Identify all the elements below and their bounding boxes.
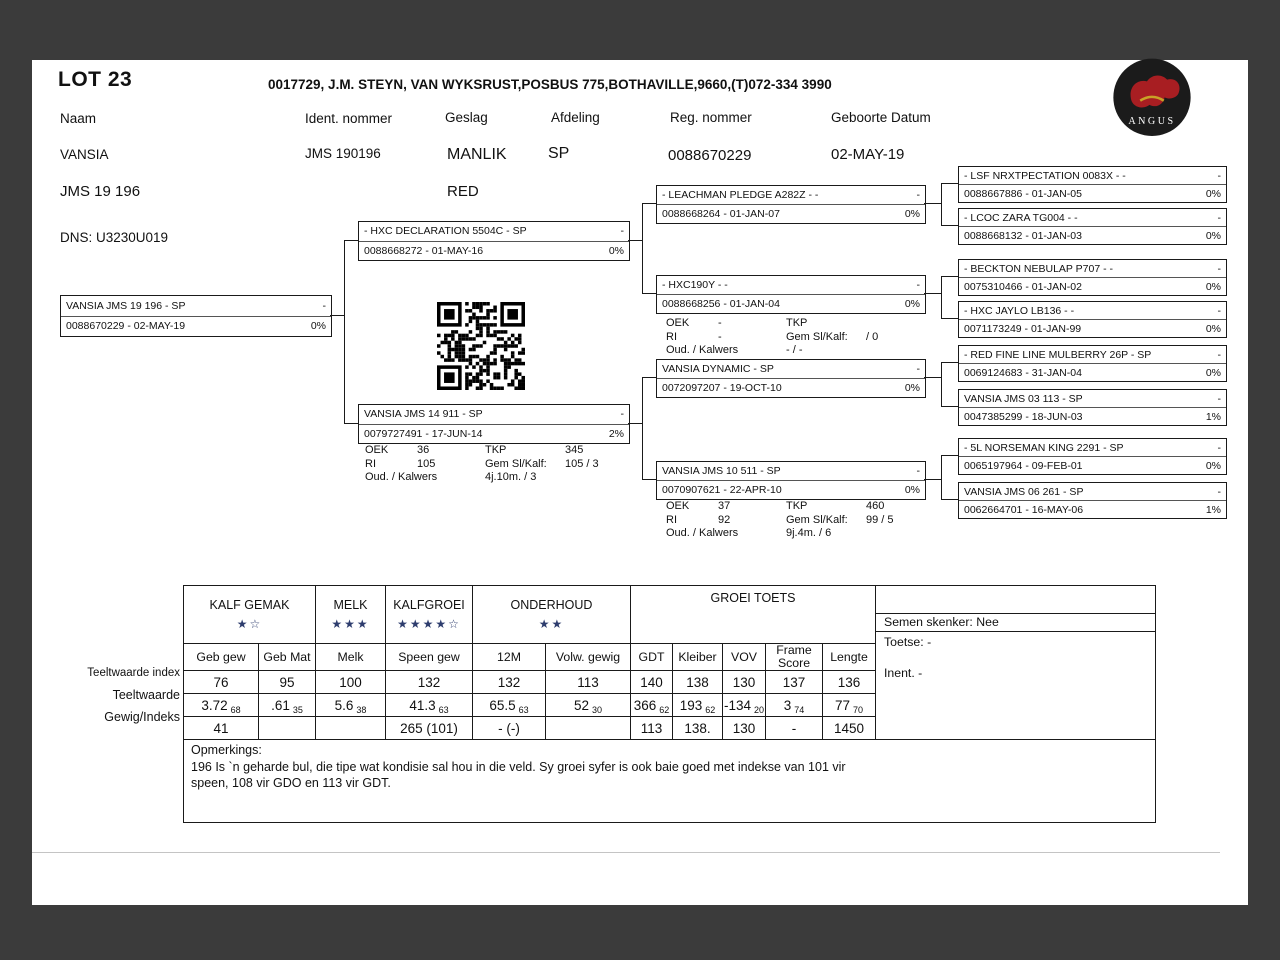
trait-group-kalf-gemak	[184, 586, 316, 644]
stat-value: 37	[718, 500, 731, 512]
row-label-teeltwaarde-index: Teeltwaarde index	[87, 667, 180, 679]
ebv-accuracy: 62	[659, 704, 670, 715]
ebv-value: 52	[573, 697, 589, 713]
connector-line	[628, 423, 642, 424]
animal-name: - HXC JAYLO LB136 - -	[964, 304, 1075, 317]
pedigree-box-ggp-3	[958, 259, 1227, 296]
cell-weight: 113	[631, 717, 673, 740]
cell-ebv	[766, 694, 823, 717]
inbreeding-dash: -	[322, 299, 326, 312]
ebv-value: 65.5	[489, 697, 516, 713]
stat-value: 92	[718, 513, 731, 526]
connector-line	[941, 455, 958, 456]
angus-logo-image	[1108, 57, 1196, 141]
col-header: Melk	[316, 644, 386, 671]
connector-line	[941, 183, 958, 184]
pedigree-box-ggp-8	[958, 482, 1227, 519]
label-naam: Naam	[60, 111, 97, 126]
pedigree-box-ggp-1	[958, 166, 1227, 203]
stat-label: TKP	[485, 444, 507, 456]
cell-ebv	[823, 694, 876, 717]
animal-reg: 0065197964 - 09-FEB-01	[964, 459, 1083, 472]
pedigree-box-maternal-granddam	[656, 461, 926, 500]
angus-logo	[1108, 57, 1196, 141]
opmerkings-text-line1: 196 Is `n geharde bul, die tipe wat kondisie sal hou in die veld. Sy groei syfer is ook baie goed met indekse van 101 vir	[191, 759, 846, 774]
ebv-accuracy: 20	[754, 704, 765, 715]
animal-reg: 0088668272 - 01-MAY-16	[364, 244, 484, 257]
lot-number: LOT 23	[58, 68, 133, 91]
trait-group-label: KALFGROEI	[393, 598, 465, 612]
value-naam: VANSIA	[60, 147, 109, 162]
cell-ebv	[473, 694, 546, 717]
col-header: Speen gew	[386, 644, 473, 671]
label-ident-nommer: Ident. nommer	[305, 111, 393, 126]
pedigree-box-ggp-2	[958, 208, 1227, 245]
connector-line	[941, 276, 942, 319]
side-panel	[876, 586, 1156, 740]
cell-weight	[259, 717, 316, 740]
cell-index: 130	[723, 671, 766, 694]
inbreeding-pct: 0%	[1205, 459, 1221, 472]
inbreeding-dash: -	[1217, 304, 1221, 317]
pedigree-box-ggp-4	[958, 301, 1227, 338]
animal-reg: 0062664701 - 16-MAY-06	[964, 503, 1084, 516]
ebv-value: 5.6	[334, 697, 354, 713]
stat-label: Gem Sl/Kalf:	[485, 457, 547, 470]
col-header: Frame Score	[766, 644, 823, 671]
connector-line	[941, 362, 958, 363]
qr-code	[437, 302, 525, 390]
animal-name: VANSIA JMS 14 911 - SP	[364, 408, 483, 421]
connector-line	[941, 455, 942, 500]
stat-value: - / -	[786, 344, 803, 356]
animal-name: VANSIA DYNAMIC - SP	[662, 363, 774, 375]
stat-label: Oud. / Kalwers	[666, 344, 739, 356]
pedigree-box-ggp-5	[958, 345, 1227, 382]
row-label-teeltwaarde: Teeltwaarde	[112, 688, 180, 702]
cell-ebv	[259, 694, 316, 717]
ebv-accuracy: 63	[518, 704, 529, 715]
stat-value: 36	[417, 444, 430, 456]
inbreeding-pct: 0%	[904, 208, 920, 220]
inbreeding-dash: -	[916, 465, 920, 477]
inbreeding-pct: 1%	[1205, 503, 1221, 516]
cell-weight: 41	[184, 717, 259, 740]
label-geboorte-datum: Geboorte Datum	[831, 110, 931, 125]
connector-line	[941, 183, 942, 226]
trait-group-label: MELK	[333, 598, 368, 612]
stat-label: RI	[666, 330, 677, 343]
opmerkings-box	[184, 740, 1156, 823]
stat-label: OEK	[666, 317, 690, 329]
inbreeding-pct: 0%	[608, 244, 624, 257]
animal-reg: 0069124683 - 31-JAN-04	[964, 366, 1082, 379]
inbreeding-dash: -	[620, 225, 624, 238]
stat-label: TKP	[786, 317, 808, 329]
label-reg-nommer: Reg. nommer	[670, 110, 752, 125]
stat-value: -	[718, 317, 722, 329]
value-afdeling: SP	[548, 145, 570, 162]
connector-line	[344, 240, 358, 241]
animal-reg: 0075310466 - 01-JAN-02	[964, 280, 1082, 293]
col-header: Geb gew	[184, 644, 259, 671]
pedigree-box-maternal-grandsire	[656, 359, 926, 398]
cell-weight: 265 (101)	[386, 717, 473, 740]
inbreeding-pct: 0%	[1205, 280, 1221, 293]
inbreeding-dash: -	[1217, 485, 1221, 498]
footer-divider	[32, 852, 1220, 853]
connector-line	[642, 377, 643, 480]
cell-ebv	[673, 694, 723, 717]
connector-line	[642, 203, 656, 204]
semen-donor-status: Semen skenker: Nee	[876, 613, 1155, 632]
cell-weight: 1450	[823, 717, 876, 740]
inbreeding-dash: -	[1217, 392, 1221, 405]
trait-group-label: ONDERHOUD	[510, 598, 593, 612]
pedigree-box-paternal-granddam	[656, 275, 926, 314]
star-rating: ★★★★☆	[397, 617, 461, 631]
stat-label: Gem Sl/Kalf:	[786, 513, 848, 526]
cell-weight	[316, 717, 386, 740]
stat-label: OEK	[666, 500, 690, 512]
cell-index: 132	[386, 671, 473, 694]
trait-group-label: KALF GEMAK	[209, 598, 290, 612]
stat-value: 345	[565, 444, 584, 456]
ebv-accuracy: 38	[356, 704, 367, 715]
animal-reg: 0079727491 - 17-JUN-14	[364, 427, 483, 440]
pedigree-box-subject	[60, 295, 332, 337]
connector-line	[642, 377, 656, 378]
cell-index: 136	[823, 671, 876, 694]
value-geslag: MANLIK	[447, 146, 507, 163]
value-kleur: RED	[447, 183, 479, 200]
pedigree-box-dam	[358, 404, 630, 444]
inbreeding-pct: 1%	[1205, 410, 1221, 423]
cell-index: 137	[766, 671, 823, 694]
trait-group-groei-toets	[631, 586, 876, 644]
connector-line	[924, 293, 941, 294]
cell-weight: - (-)	[473, 717, 546, 740]
logo-text: ANGUS	[1128, 116, 1176, 128]
stat-value: 4j.10m. / 3	[485, 471, 537, 483]
stat-label: Oud. / Kalwers	[365, 471, 438, 483]
opmerkings-title: Opmerkings:	[191, 743, 262, 757]
stat-label: RI	[365, 457, 376, 470]
cell-ebv	[184, 694, 259, 717]
paternal-granddam-progeny-stats	[666, 317, 878, 358]
value-reg-nommer: 0088670229	[668, 147, 752, 164]
cell-ebv	[723, 694, 766, 717]
animal-name: - BECKTON NEBULAP P707 - -	[964, 262, 1113, 275]
cell-weight: 130	[723, 717, 766, 740]
ebv-value: 77	[834, 697, 850, 713]
star-rating: ★☆	[236, 617, 263, 631]
cell-index: 100	[316, 671, 386, 694]
connector-line	[642, 203, 643, 294]
label-afdeling: Afdeling	[551, 110, 600, 125]
connector-line	[941, 406, 958, 407]
value-dns: DNS: U3230U019	[60, 230, 169, 245]
star-rating: ★★★	[331, 617, 370, 631]
ebv-accuracy: 35	[292, 704, 303, 715]
cell-weight: 138.	[673, 717, 723, 740]
cell-ebv	[316, 694, 386, 717]
connector-line	[642, 479, 656, 480]
value-ident-nommer: JMS 190196	[305, 146, 381, 161]
maternal-granddam-progeny-stats	[666, 500, 894, 541]
ebv-value: 3.72	[201, 697, 228, 713]
pedigree-box-paternal-grandsire	[656, 185, 926, 224]
animal-reg: 0071173249 - 01-JAN-99	[964, 322, 1082, 335]
stat-label: RI	[666, 513, 677, 526]
ebv-value: 3	[783, 697, 792, 713]
trait-group-kalfgroei	[386, 586, 473, 644]
connector-line	[941, 499, 958, 500]
animal-reg: 0088670229 - 02-MAY-19	[66, 320, 186, 333]
connector-line	[924, 479, 941, 480]
cell-ebv	[386, 694, 473, 717]
connector-line	[941, 276, 958, 277]
inbreeding-dash: -	[620, 408, 624, 421]
animal-name: - LSF NRXTPECTATION 0083X - -	[964, 169, 1126, 182]
connector-line	[628, 240, 642, 241]
ebv-accuracy: 30	[592, 704, 603, 715]
col-header: VOV	[723, 644, 766, 671]
stat-value: -	[718, 330, 722, 343]
inbreeding-pct: 2%	[608, 427, 624, 440]
stat-label: Gem Sl/Kalf:	[786, 330, 848, 343]
animal-reg: 0088668256 - 01-JAN-04	[662, 298, 780, 310]
inbreeding-dash: -	[1217, 262, 1221, 275]
col-header: Geb Mat	[259, 644, 316, 671]
stat-value: 460	[866, 500, 885, 512]
inbreeding-pct: 0%	[1205, 187, 1221, 200]
col-header: GDT	[631, 644, 673, 671]
inbreeding-dash: -	[916, 279, 920, 291]
cell-index: 132	[473, 671, 546, 694]
label-geslag: Geslag	[445, 110, 488, 125]
cell-index: 113	[546, 671, 631, 694]
connector-line	[924, 377, 941, 378]
animal-reg: 0070907621 - 22-APR-10	[662, 484, 782, 496]
opmerkings-text-line2: speen, 108 vir GDO en 113 vir GDT.	[191, 776, 391, 790]
animal-reg: 0088668264 - 01-JAN-07	[662, 208, 780, 220]
connector-line	[941, 225, 958, 226]
animal-name: - RED FINE LINE MULBERRY 26P - SP	[964, 348, 1152, 361]
animal-reg: 0088667886 - 01-JAN-05	[964, 187, 1082, 200]
stat-value: 105 / 3	[565, 457, 599, 470]
cell-index: 138	[673, 671, 723, 694]
ebv-accuracy: 63	[438, 704, 449, 715]
animal-reg: 0072097207 - 19-OCT-10	[662, 382, 782, 394]
stat-value: 105	[417, 457, 436, 470]
col-header: Lengte	[823, 644, 876, 671]
pedigree-box-sire	[358, 221, 630, 261]
col-header: Kleiber	[673, 644, 723, 671]
toetse-status: Toetse: -	[884, 635, 932, 649]
inbreeding-pct: 0%	[310, 320, 326, 333]
inent-status: Inent. -	[884, 666, 923, 680]
stat-label: Oud. / Kalwers	[666, 527, 739, 539]
ebv-value: 366	[633, 697, 657, 713]
inbreeding-dash: -	[1217, 348, 1221, 361]
stat-value: / 0	[866, 330, 879, 343]
pedigree-box-ggp-6	[958, 389, 1227, 426]
connector-line	[924, 203, 941, 204]
cell-weight	[546, 717, 631, 740]
trait-group-onderhoud	[473, 586, 631, 644]
col-header: Volw. gewig	[546, 644, 631, 671]
connector-line	[344, 423, 358, 424]
trait-group-label: GROEI TOETS	[710, 591, 796, 605]
ebv-accuracy: 68	[230, 704, 241, 715]
inbreeding-pct: 0%	[1205, 366, 1221, 379]
inbreeding-pct: 0%	[904, 382, 920, 394]
pedigree-box-ggp-7	[958, 438, 1227, 475]
inbreeding-dash: -	[916, 189, 920, 201]
animal-reg: 0088668132 - 01-JAN-03	[964, 229, 1082, 242]
ebv-accuracy: 74	[794, 704, 805, 715]
inbreeding-dash: -	[1217, 169, 1221, 182]
owner-line: 0017729, J.M. STEYN, VAN WYKSRUST,POSBUS 775,BOTHAVILLE,9660,(T)072-334 3990	[268, 77, 832, 92]
side-panel-spacer	[876, 586, 1155, 613]
row-label-gewig-indeks: Gewig/Indeks	[104, 710, 180, 724]
value-ident2: JMS 19 196	[60, 183, 141, 200]
animal-name: - LEACHMAN PLEDGE A282Z - -	[662, 189, 819, 201]
inbreeding-pct: 0%	[1205, 229, 1221, 242]
ebv-accuracy: 70	[853, 704, 864, 715]
cell-ebv	[631, 694, 673, 717]
stat-value: 9j.4m. / 6	[786, 527, 832, 539]
animal-name: VANSIA JMS 03 113 - SP	[964, 392, 1083, 405]
inbreeding-pct: 0%	[904, 484, 920, 496]
breeding-values-table	[183, 585, 1156, 823]
animal-name: - HXC190Y - -	[662, 279, 728, 291]
inbreeding-dash: -	[1217, 441, 1221, 454]
value-geboorte-datum: 02-MAY-19	[831, 146, 905, 163]
col-header: 12M	[473, 644, 546, 671]
connector-line	[344, 240, 345, 424]
inbreeding-dash: -	[916, 363, 920, 375]
stat-label: OEK	[365, 444, 389, 456]
cell-index: 95	[259, 671, 316, 694]
ebv-value: 41.3	[409, 697, 436, 713]
connector-line	[941, 362, 942, 407]
inbreeding-dash: -	[1217, 211, 1221, 224]
cell-index: 76	[184, 671, 259, 694]
dam-progeny-stats	[365, 444, 599, 485]
ebv-value: -134	[723, 697, 751, 713]
ebv-accuracy: 62	[705, 704, 716, 715]
connector-line	[330, 315, 344, 316]
animal-name: VANSIA JMS 10 511 - SP	[662, 465, 781, 477]
star-rating: ★★	[538, 617, 565, 631]
stat-label: TKP	[786, 500, 808, 512]
animal-name: VANSIA JMS 06 261 - SP	[964, 485, 1084, 498]
animal-name: - HXC DECLARATION 5504C - SP	[364, 225, 527, 238]
cell-index: 140	[631, 671, 673, 694]
ebv-value: .61	[271, 697, 290, 713]
animal-reg: 0047385299 - 18-JUN-03	[964, 410, 1083, 423]
animal-name: - LCOC ZARA TG004 - -	[964, 211, 1078, 224]
ebv-value: 193	[679, 697, 703, 713]
connector-line	[941, 318, 958, 319]
cell-weight: -	[766, 717, 823, 740]
animal-name: - 5L NORSEMAN KING 2291 - SP	[964, 441, 1124, 454]
trait-group-melk	[316, 586, 386, 644]
animal-name: VANSIA JMS 19 196 - SP	[66, 299, 186, 312]
inbreeding-pct: 0%	[1205, 322, 1221, 335]
stat-value: 99 / 5	[866, 513, 894, 526]
inbreeding-pct: 0%	[904, 298, 920, 310]
connector-line	[642, 293, 656, 294]
cell-ebv	[546, 694, 631, 717]
